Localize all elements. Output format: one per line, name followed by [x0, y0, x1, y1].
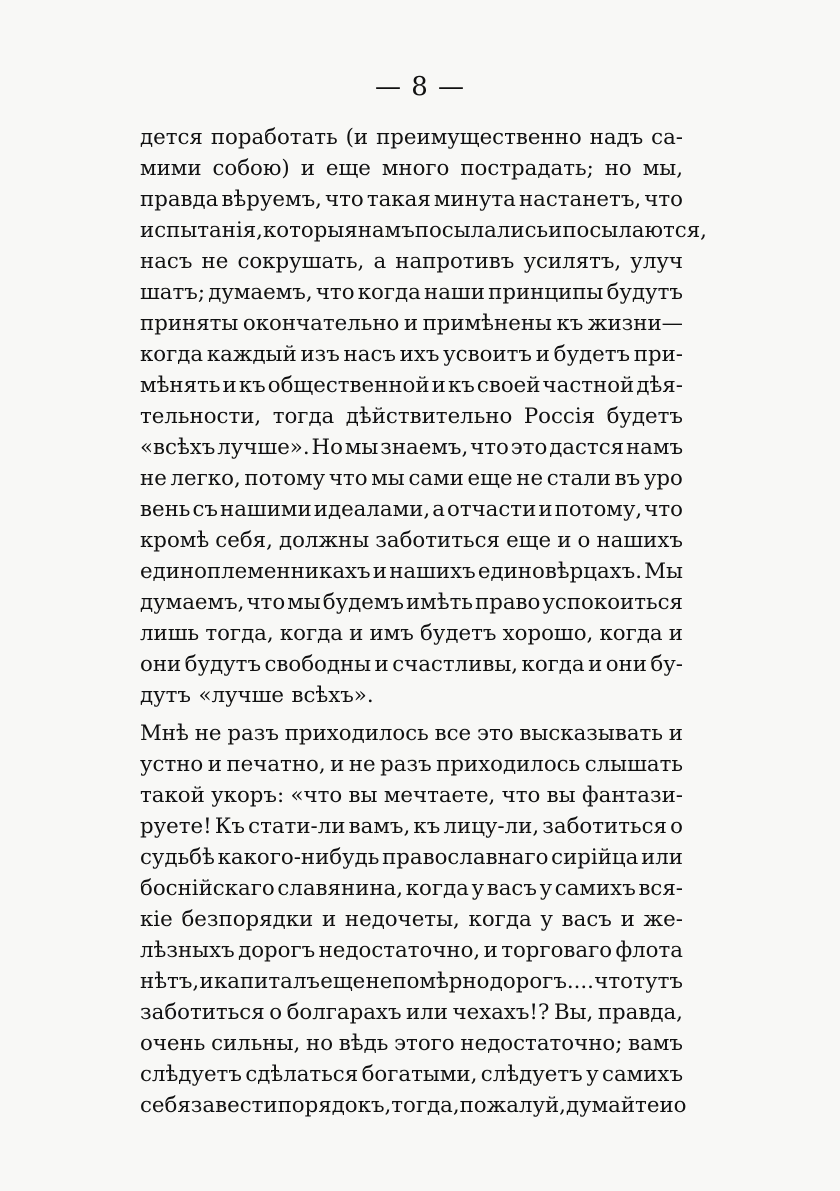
word: когда	[357, 280, 421, 305]
word: стати-ли	[248, 814, 346, 839]
text-line	[140, 401, 683, 432]
word: васъ	[561, 907, 612, 932]
text-line	[140, 811, 683, 842]
text-line	[140, 780, 683, 811]
text-line	[140, 370, 683, 401]
word: слѣдуетъ	[140, 1062, 242, 1087]
word: а	[432, 497, 445, 522]
word: этого	[394, 1031, 455, 1056]
word: напротивъ	[395, 249, 515, 274]
word: единовѣрцахъ.	[477, 559, 643, 584]
word: дорогъ....	[489, 969, 594, 994]
word: са-	[651, 125, 683, 150]
word: и	[588, 652, 603, 677]
word: хорошо,	[502, 621, 594, 646]
word: что	[325, 187, 364, 212]
word: еще	[506, 528, 552, 553]
body-text	[140, 122, 707, 1121]
word: а	[373, 249, 387, 274]
word: ихъ	[399, 342, 440, 367]
word: «лучше	[198, 683, 285, 708]
word: посылаются,	[562, 218, 707, 243]
word: право	[475, 590, 541, 615]
word: изъ	[300, 342, 340, 367]
text-line	[140, 525, 683, 556]
word: думаемъ,	[208, 280, 313, 305]
word: и	[548, 218, 563, 243]
word: мы	[371, 466, 405, 491]
word: печатно,	[226, 752, 326, 777]
word: дѣя-	[636, 373, 683, 398]
word: приняты	[140, 311, 239, 336]
word: уро	[643, 466, 683, 491]
word: что	[644, 187, 683, 212]
word: порядокъ,	[277, 1093, 392, 1118]
word: общественной	[267, 373, 430, 398]
text-line	[140, 935, 683, 966]
text-line	[140, 184, 683, 215]
word: что	[246, 590, 286, 615]
word: Мы	[644, 559, 683, 584]
word: болгарахъ	[286, 1000, 402, 1025]
word: будемъ	[322, 590, 404, 615]
word: кіе	[140, 907, 173, 932]
word: разъ	[227, 721, 279, 746]
word: нѣтъ,	[140, 969, 200, 994]
word: сокрушать,	[237, 249, 365, 274]
word: принципы	[488, 280, 604, 305]
word: когда	[140, 342, 204, 367]
word: завести	[190, 1093, 278, 1118]
paragraph-gap	[140, 711, 683, 718]
word: вѣруемъ,	[221, 187, 322, 212]
word: вамъ,	[348, 814, 411, 839]
word: свободны	[264, 652, 372, 677]
text-line	[140, 842, 683, 873]
word: и	[538, 497, 553, 522]
word: и	[668, 621, 683, 646]
word: единоплеменникахъ	[140, 559, 371, 584]
word: торговаго	[501, 938, 613, 963]
word: какого-нибудь	[217, 845, 380, 870]
word: тогда,	[391, 1093, 460, 1118]
text-line	[140, 122, 683, 153]
word: когда	[405, 876, 469, 901]
word: что	[594, 969, 633, 994]
word: не	[194, 721, 222, 746]
word: и	[300, 156, 315, 181]
text-line	[140, 432, 683, 463]
word: своей	[476, 373, 541, 398]
word: такой	[140, 783, 205, 808]
word: и	[557, 528, 572, 553]
word: Россія	[523, 404, 596, 429]
word: вень	[140, 497, 191, 522]
text-line	[140, 1028, 683, 1059]
word: же-	[643, 907, 683, 932]
word: Вы,	[553, 1000, 594, 1025]
word: тутъ	[633, 969, 683, 994]
word: дастся	[549, 435, 625, 460]
word: знаемъ,	[380, 435, 469, 460]
word: слѣдуетъ	[480, 1062, 583, 1087]
word: окончательно	[242, 311, 400, 336]
word: сами	[408, 466, 464, 491]
word: и	[620, 907, 635, 932]
word: при-	[633, 342, 683, 367]
word: вся-	[638, 876, 683, 901]
text-line	[140, 618, 683, 649]
word: тогда	[272, 404, 335, 429]
text-line	[140, 997, 683, 1028]
word: такая	[366, 187, 431, 212]
word: себя,	[215, 528, 273, 553]
word: къ	[413, 814, 441, 839]
word: настанетъ,	[518, 187, 642, 212]
word: сдѣлаться	[245, 1062, 359, 1087]
word: лицу-ли,	[443, 814, 540, 839]
word: устно	[140, 752, 204, 777]
word: сирійца	[551, 845, 639, 870]
word: потому,	[554, 497, 643, 522]
word: и	[483, 938, 498, 963]
word: когда	[599, 621, 663, 646]
word: заботиться	[140, 1000, 265, 1025]
word: (и	[345, 125, 369, 150]
word: безпорядки	[181, 907, 314, 932]
word: дѣйствительно	[345, 404, 513, 429]
word: себя	[140, 1093, 191, 1118]
word: къ	[447, 373, 475, 398]
word: капиталъ	[213, 969, 320, 994]
word: или	[641, 845, 683, 870]
word: приходилось	[284, 721, 429, 746]
word: не	[348, 752, 376, 777]
word: и	[330, 752, 345, 777]
word: тогда,	[205, 621, 274, 646]
word: вамъ	[628, 1031, 683, 1056]
word: Но	[311, 435, 343, 460]
word: должны	[278, 528, 370, 553]
word: каждый	[206, 342, 297, 367]
word: поработать	[210, 125, 338, 150]
text-line	[140, 494, 683, 525]
word: имъ	[369, 621, 414, 646]
word: заботиться	[542, 814, 667, 839]
word: самихъ	[554, 876, 636, 901]
word: счастливы,	[392, 652, 519, 677]
text-line	[140, 246, 683, 277]
word: у	[471, 876, 485, 901]
word: улуч	[630, 249, 683, 274]
word: лѣзныхъ	[140, 938, 235, 963]
word: и	[659, 1093, 674, 1118]
word: нашихъ	[389, 559, 476, 584]
word: къ	[556, 311, 584, 336]
word: и	[431, 373, 446, 398]
word: кромѣ	[140, 528, 210, 553]
text-line	[140, 153, 683, 184]
word: нашими	[220, 497, 312, 522]
word: мы,	[642, 156, 683, 181]
word: «что	[290, 783, 343, 808]
word: не	[201, 249, 229, 274]
word: шатъ;	[140, 280, 206, 305]
word: насъ	[140, 249, 193, 274]
word: у	[586, 1062, 599, 1087]
word: лишь	[140, 621, 200, 646]
word: это	[510, 435, 548, 460]
word: думаемъ,	[140, 590, 245, 615]
word: будетъ	[606, 404, 683, 429]
word: надъ	[589, 125, 644, 150]
word: минута	[433, 187, 516, 212]
word: бу-	[650, 652, 683, 677]
text-line	[140, 680, 683, 711]
text-line	[140, 308, 683, 339]
word: потому	[244, 466, 326, 491]
word: и	[321, 907, 337, 932]
word: недостаточно;	[460, 1031, 623, 1056]
word: намъ	[357, 218, 415, 243]
word: дутъ	[140, 683, 191, 708]
text-line	[140, 215, 707, 246]
word: вы	[348, 783, 378, 808]
word: о	[670, 814, 683, 839]
word: но	[604, 156, 632, 181]
page-number: — 8 —	[374, 72, 466, 102]
word: не	[516, 466, 544, 491]
word: пожалуй,	[459, 1093, 566, 1118]
word: частной	[542, 373, 635, 398]
word: идеалами,	[313, 497, 431, 522]
word: боснійскаго	[140, 876, 275, 901]
word: и	[535, 342, 550, 367]
word: еще	[320, 969, 366, 994]
word: отчасти	[447, 497, 537, 522]
word: все	[434, 721, 472, 746]
word: или	[406, 1000, 448, 1025]
text-line	[140, 587, 683, 618]
word: непомѣрно	[365, 969, 490, 994]
word: мы	[344, 435, 379, 460]
word: успокоиться	[542, 590, 683, 615]
word: намъ	[625, 435, 683, 460]
word: будутъ	[606, 280, 683, 305]
word: всѣхъ».	[291, 683, 374, 708]
word: православнаго	[382, 845, 549, 870]
word: когда	[468, 907, 532, 932]
word: пострадать;	[460, 156, 594, 181]
word: думайте	[565, 1093, 660, 1118]
word: о	[577, 528, 591, 553]
word: судьбѣ	[140, 845, 215, 870]
word: высказывать	[519, 721, 663, 746]
word: что	[501, 783, 541, 808]
word: къ	[238, 373, 266, 398]
word: когда	[279, 621, 343, 646]
word: что	[315, 280, 355, 305]
word: но	[306, 1031, 334, 1056]
text-line	[140, 718, 683, 749]
word: не	[140, 466, 167, 491]
word: приходилось	[436, 752, 581, 777]
word: усвоитъ	[443, 342, 532, 367]
word: это	[477, 721, 514, 746]
text-line	[140, 277, 683, 308]
text-line	[140, 649, 683, 680]
word: чехахъ!?	[452, 1000, 550, 1025]
word: Мнѣ	[140, 721, 189, 746]
text-line	[140, 1090, 687, 1121]
word: мѣнять	[140, 373, 221, 398]
word: «всѣхъ	[140, 435, 216, 460]
word: имѣть	[405, 590, 473, 615]
word: и	[403, 311, 419, 336]
word: преимущественно	[376, 125, 582, 150]
text-line	[140, 966, 683, 997]
word: самихъ	[602, 1062, 683, 1087]
word: собою)	[212, 156, 290, 181]
word: наши	[424, 280, 485, 305]
word: и	[199, 969, 214, 994]
word: и	[374, 652, 389, 677]
word: правда	[140, 187, 219, 212]
word: и	[668, 721, 683, 746]
word: которыя	[262, 218, 358, 243]
word: въ	[614, 466, 641, 491]
word: стали	[546, 466, 611, 491]
word: флота	[615, 938, 683, 963]
word: тельности,	[140, 404, 262, 429]
word: славянина,	[277, 876, 404, 901]
text-line	[140, 339, 683, 370]
word: у	[539, 876, 553, 901]
word: руете!	[140, 814, 212, 839]
word: насъ	[343, 342, 396, 367]
word: будетъ	[553, 342, 631, 367]
word: о	[269, 1000, 283, 1025]
word: когда	[521, 652, 585, 677]
word: усилятъ,	[523, 249, 622, 274]
text-line	[140, 873, 683, 904]
word: они	[140, 652, 182, 677]
word: недочеты,	[344, 907, 460, 932]
word: заботиться	[375, 528, 500, 553]
word: и	[207, 752, 222, 777]
word: правда,	[597, 1000, 683, 1025]
word: жизни—	[587, 311, 683, 336]
word: что	[470, 435, 509, 460]
word: мечтаете,	[383, 783, 496, 808]
word: примѣнены	[422, 311, 552, 336]
word: дорогъ	[238, 938, 316, 963]
word: Къ	[214, 814, 245, 839]
word: богатыми,	[361, 1062, 478, 1087]
word: и	[372, 559, 387, 584]
word: дется	[140, 125, 203, 150]
word: еще	[467, 466, 513, 491]
word: сильны,	[211, 1031, 301, 1056]
word: у	[540, 907, 553, 932]
word: вѣдь	[338, 1031, 389, 1056]
text-line	[140, 556, 683, 587]
text-line	[140, 463, 683, 494]
word: они	[605, 652, 647, 677]
word: нашихъ	[596, 528, 683, 553]
word: и	[349, 621, 364, 646]
word: укоръ:	[211, 783, 285, 808]
word: о	[673, 1093, 687, 1118]
word: что	[328, 466, 368, 491]
word: недостаточно,	[318, 938, 481, 963]
word: фантази-	[581, 783, 683, 808]
word: слышать	[584, 752, 683, 777]
word: очень	[140, 1031, 206, 1056]
word: вы	[546, 783, 576, 808]
word: что	[644, 497, 683, 522]
word: и	[222, 373, 237, 398]
word: мы	[287, 590, 321, 615]
word: мими	[140, 156, 202, 181]
word: лучше».	[217, 435, 310, 460]
word: будетъ	[420, 621, 497, 646]
word: легко,	[170, 466, 241, 491]
word: еще	[325, 156, 371, 181]
text-line	[140, 749, 683, 780]
word: много	[381, 156, 450, 181]
text-line	[140, 904, 683, 935]
text-line	[140, 1059, 683, 1090]
word: разъ	[380, 752, 432, 777]
word: испытанія,	[140, 218, 263, 243]
word: съ	[192, 497, 218, 522]
word: посылались	[414, 218, 549, 243]
word: будутъ	[184, 652, 261, 677]
word: васъ	[486, 876, 537, 901]
